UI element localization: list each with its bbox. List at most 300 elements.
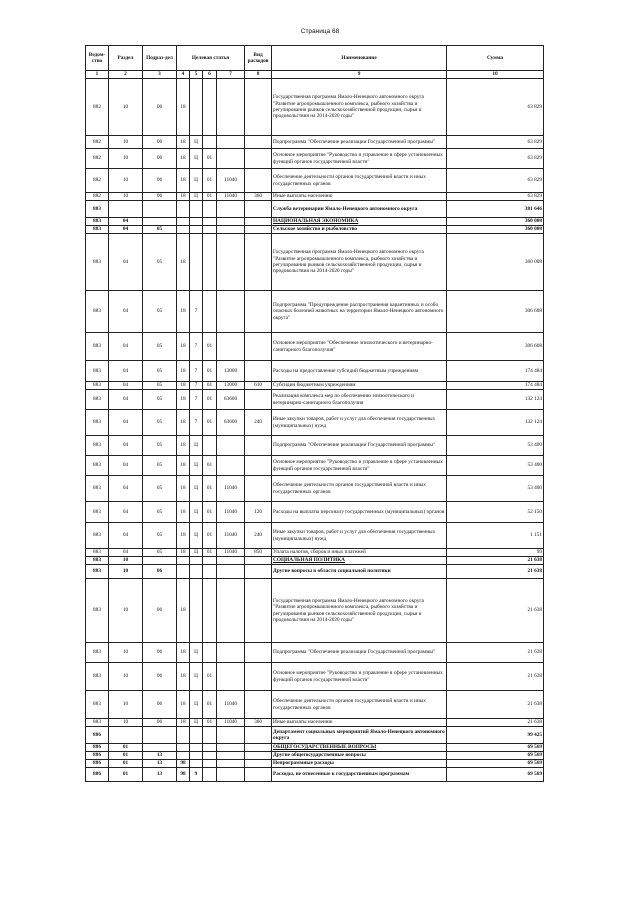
- program-code-cell: 18: [177, 643, 190, 663]
- ved-cell: 883: [86, 456, 109, 476]
- expense-type-cell: [245, 291, 272, 333]
- name-cell: Другие вопросы в области социальной политики: [272, 565, 447, 579]
- event-code-cell: 01: [203, 361, 217, 382]
- sum-cell: 360 008: [447, 226, 544, 234]
- program-code-cell: 18: [177, 410, 190, 436]
- ved-cell: 883: [86, 390, 109, 410]
- event-code-cell: [203, 436, 217, 456]
- table-header-row: [86, 46, 544, 71]
- podrazdel-cell: 05: [143, 333, 177, 361]
- col-number: 5: [190, 71, 203, 79]
- expense-type-cell: [245, 565, 272, 579]
- direction-code-cell: 13000: [217, 382, 245, 390]
- ved-cell: 883: [86, 382, 109, 390]
- subprogram-code-cell: [190, 752, 203, 760]
- event-code-cell: 01: [203, 663, 217, 691]
- name-cell: Уплата налогов, сборов и иных платежей: [272, 549, 447, 557]
- podrazdel-cell: 05: [143, 361, 177, 382]
- razdel-cell: 04: [109, 476, 143, 502]
- event-code-cell: [203, 744, 217, 752]
- sum-cell: 99: [447, 549, 544, 557]
- sum-cell: 63 829: [447, 149, 544, 169]
- podrazdel-cell: 06: [143, 663, 177, 691]
- direction-code-cell: [217, 149, 245, 169]
- name-cell: Подпрограмма "Предупреждение распространения карантинных и особо опасных болезней животных на территории Ямало-Ненецкого автономного округа": [272, 291, 447, 333]
- ved-cell: 883: [86, 234, 109, 291]
- subprogram-code-cell: [190, 234, 203, 291]
- podrazdel-cell: 06: [143, 136, 177, 149]
- name-cell: Обеспечение деятельности органов государственной власти и иных государственных органов: [272, 691, 447, 719]
- expense-type-cell: [245, 226, 272, 234]
- podrazdel-cell: [143, 201, 177, 218]
- column-number-row: [86, 71, 544, 79]
- razdel-cell: 01: [109, 744, 143, 752]
- table-row: [86, 79, 544, 136]
- sum-cell: 53 400: [447, 436, 544, 456]
- event-code-cell: [203, 579, 217, 643]
- podrazdel-cell: 13: [143, 768, 177, 782]
- subprogram-code-cell: [190, 557, 203, 565]
- program-code-cell: 18: [177, 390, 190, 410]
- program-code-cell: 18: [177, 291, 190, 333]
- event-code-cell: 01: [203, 719, 217, 727]
- ved-cell: 883: [86, 523, 109, 549]
- table-row: [86, 382, 544, 390]
- name-cell: Подпрограмма "Обеспечение реализации Государственной программы": [272, 136, 447, 149]
- program-code-cell: 18: [177, 234, 190, 291]
- subprogram-code-cell: [190, 744, 203, 752]
- name-cell: Иные закупки товаров, работ и услуг для обеспечения государственных (муниципальных) нужд: [272, 410, 447, 436]
- podrazdel-cell: 06: [143, 169, 177, 193]
- direction-code-cell: 63600: [217, 410, 245, 436]
- subprogram-code-cell: [190, 579, 203, 643]
- program-code-cell: 18: [177, 456, 190, 476]
- ved-cell: 883: [86, 436, 109, 456]
- expense-type-cell: [245, 218, 272, 226]
- sum-cell: 69 569: [447, 768, 544, 782]
- program-code-cell: 18: [177, 663, 190, 691]
- name-cell: Основное мероприятие "Руководство и управление в сфере установленных функций органов государственной власти": [272, 456, 447, 476]
- subprogram-code-cell: Ц: [190, 476, 203, 502]
- direction-code-cell: 11040: [217, 549, 245, 557]
- expense-type-cell: [245, 691, 272, 719]
- podrazdel-cell: 06: [143, 643, 177, 663]
- direction-code-cell: [217, 226, 245, 234]
- subprogram-code-cell: Ц: [190, 169, 203, 193]
- sum-cell: 21 638: [447, 663, 544, 691]
- podrazdel-cell: 05: [143, 291, 177, 333]
- direction-code-cell: [217, 201, 245, 218]
- expense-type-cell: 360: [245, 193, 272, 201]
- header-summa: Сумма: [447, 46, 544, 71]
- sum-cell: 99 425: [447, 727, 544, 744]
- razdel-cell: 10: [109, 557, 143, 565]
- direction-code-cell: [217, 218, 245, 226]
- expense-type-cell: [245, 149, 272, 169]
- razdel-cell: 10: [109, 169, 143, 193]
- event-code-cell: 01: [203, 691, 217, 719]
- event-code-cell: [203, 136, 217, 149]
- subprogram-code-cell: 7: [190, 382, 203, 390]
- razdel-cell: 04: [109, 410, 143, 436]
- razdel-cell: 10: [109, 136, 143, 149]
- subprogram-code-cell: 7: [190, 390, 203, 410]
- table-row: [86, 727, 544, 744]
- budget-table: [85, 45, 544, 782]
- expense-type-cell: [245, 727, 272, 744]
- razdel-cell: 04: [109, 502, 143, 523]
- direction-code-cell: 13000: [217, 361, 245, 382]
- col-number: 4: [177, 71, 190, 79]
- table-row: [86, 549, 544, 557]
- table-row: [86, 744, 544, 752]
- razdel-cell: 04: [109, 523, 143, 549]
- name-cell: Подпрограмма "Обеспечение реализации Государственной программы": [272, 643, 447, 663]
- expense-type-cell: [245, 579, 272, 643]
- razdel-cell: 10: [109, 565, 143, 579]
- program-code-cell: 18: [177, 193, 190, 201]
- name-cell: Государственная программа Ямало-Ненецкого автономного округа "Развитие агропромышленного комплекса, рыбного хозяйства и регулирования рынков сельскохозяйственной продукции, сырья и продовольствия на 2014-2020 годы": [272, 579, 447, 643]
- expense-type-cell: 610: [245, 382, 272, 390]
- expense-type-cell: [245, 752, 272, 760]
- event-code-cell: 01: [203, 169, 217, 193]
- header-celevaya-statya: Целевая статья: [177, 46, 245, 71]
- name-cell: Субсидии бюджетным учреждениям: [272, 382, 447, 390]
- ved-cell: 882: [86, 169, 109, 193]
- name-cell: Расходы на предоставление субсидий бюджетным учреждениям: [272, 361, 447, 382]
- event-code-cell: 01: [203, 502, 217, 523]
- subprogram-code-cell: Ц: [190, 456, 203, 476]
- direction-code-cell: 11040: [217, 691, 245, 719]
- podrazdel-cell: [143, 218, 177, 226]
- direction-code-cell: 11040: [217, 523, 245, 549]
- subprogram-code-cell: Ц: [190, 549, 203, 557]
- subprogram-code-cell: 7: [190, 291, 203, 333]
- table-row: [86, 234, 544, 291]
- ved-cell: 883: [86, 502, 109, 523]
- col-number: 2: [109, 71, 143, 79]
- expense-type-cell: [245, 390, 272, 410]
- col-number: 9: [272, 71, 447, 79]
- podrazdel-cell: 05: [143, 502, 177, 523]
- subprogram-code-cell: [190, 226, 203, 234]
- col-number: 3: [143, 71, 177, 79]
- event-code-cell: [203, 727, 217, 744]
- sum-cell: 53 400: [447, 476, 544, 502]
- sum-cell: 174 484: [447, 382, 544, 390]
- table-row: [86, 436, 544, 456]
- table-row: [86, 201, 544, 218]
- name-cell: Сельское хозяйство и рыболовство: [272, 226, 447, 234]
- page-number: Страница 68: [300, 28, 340, 35]
- table-row: [86, 752, 544, 760]
- subprogram-code-cell: Ц: [190, 719, 203, 727]
- direction-code-cell: [217, 760, 245, 768]
- direction-code-cell: [217, 643, 245, 663]
- expense-type-cell: [245, 557, 272, 565]
- name-cell: Расходы, не отнесенные к государственным программам: [272, 768, 447, 782]
- razdel-cell: 04: [109, 456, 143, 476]
- table-row: [86, 557, 544, 565]
- expense-type-cell: 240: [245, 523, 272, 549]
- table-row: [86, 456, 544, 476]
- podrazdel-cell: 05: [143, 456, 177, 476]
- direction-code-cell: [217, 752, 245, 760]
- table-row: [86, 291, 544, 333]
- header-naimenovanie: Наименование: [272, 46, 447, 71]
- sum-cell: 63 829: [447, 169, 544, 193]
- direction-code-cell: [217, 456, 245, 476]
- program-code-cell: 98: [177, 768, 190, 782]
- program-code-cell: 18: [177, 149, 190, 169]
- podrazdel-cell: 06: [143, 719, 177, 727]
- ved-cell: 883: [86, 549, 109, 557]
- expense-type-cell: 240: [245, 410, 272, 436]
- expense-type-cell: [245, 169, 272, 193]
- event-code-cell: 01: [203, 410, 217, 436]
- expense-type-cell: 850: [245, 549, 272, 557]
- name-cell: Иные выплаты населению: [272, 719, 447, 727]
- podrazdel-cell: [143, 557, 177, 565]
- program-code-cell: 18: [177, 382, 190, 390]
- header-ved: Ведом-ство: [86, 46, 109, 71]
- sum-cell: 174 484: [447, 361, 544, 382]
- sum-cell: 21 638: [447, 719, 544, 727]
- sum-cell: 381 646: [447, 201, 544, 218]
- direction-code-cell: 11040: [217, 193, 245, 201]
- expense-type-cell: [245, 136, 272, 149]
- direction-code-cell: 11040: [217, 719, 245, 727]
- razdel-cell: 04: [109, 234, 143, 291]
- table-row: [86, 579, 544, 643]
- event-code-cell: 01: [203, 456, 217, 476]
- podrazdel-cell: 06: [143, 193, 177, 201]
- table-row: [86, 663, 544, 691]
- subprogram-code-cell: Ц: [190, 663, 203, 691]
- program-code-cell: 18: [177, 79, 190, 136]
- sum-cell: 63 829: [447, 193, 544, 201]
- expense-type-cell: [245, 79, 272, 136]
- header-razdel: Раздел: [109, 46, 143, 71]
- razdel-cell: 04: [109, 218, 143, 226]
- col-number: 7: [217, 71, 245, 79]
- program-code-cell: [177, 218, 190, 226]
- subprogram-code-cell: Ц: [190, 691, 203, 719]
- podrazdel-cell: 05: [143, 234, 177, 291]
- program-code-cell: 18: [177, 719, 190, 727]
- sum-cell: 63 829: [447, 79, 544, 136]
- name-cell: Расходы на выплаты персоналу государственных (муниципальных) органов: [272, 502, 447, 523]
- direction-code-cell: [217, 333, 245, 361]
- ved-cell: 883: [86, 565, 109, 579]
- expense-type-cell: [245, 361, 272, 382]
- subprogram-code-cell: [190, 79, 203, 136]
- event-code-cell: 01: [203, 382, 217, 390]
- direction-code-cell: 63600: [217, 390, 245, 410]
- subprogram-code-cell: [190, 727, 203, 744]
- podrazdel-cell: 05: [143, 226, 177, 234]
- name-cell: Основное мероприятие "Руководство и управление в сфере установленных функций органов государственной власти": [272, 663, 447, 691]
- program-code-cell: 18: [177, 333, 190, 361]
- event-code-cell: 01: [203, 333, 217, 361]
- direction-code-cell: [217, 663, 245, 691]
- program-code-cell: 18: [177, 436, 190, 456]
- podrazdel-cell: 05: [143, 436, 177, 456]
- podrazdel-cell: 05: [143, 410, 177, 436]
- event-code-cell: 01: [203, 549, 217, 557]
- event-code-cell: [203, 291, 217, 333]
- program-code-cell: 18: [177, 476, 190, 502]
- table-row: [86, 149, 544, 169]
- table-row: [86, 136, 544, 149]
- direction-code-cell: [217, 79, 245, 136]
- program-code-cell: 18: [177, 136, 190, 149]
- event-code-cell: [203, 752, 217, 760]
- sum-cell: 21 638: [447, 557, 544, 565]
- podrazdel-cell: 06: [143, 79, 177, 136]
- event-code-cell: [203, 760, 217, 768]
- expense-type-cell: [245, 333, 272, 361]
- podrazdel-cell: 05: [143, 390, 177, 410]
- podrazdel-cell: 05: [143, 549, 177, 557]
- program-code-cell: 18: [177, 361, 190, 382]
- table-row: [86, 169, 544, 193]
- razdel-cell: 10: [109, 79, 143, 136]
- event-code-cell: 01: [203, 149, 217, 169]
- expense-type-cell: [245, 201, 272, 218]
- program-code-cell: [177, 201, 190, 218]
- razdel-cell: 10: [109, 691, 143, 719]
- direction-code-cell: [217, 291, 245, 333]
- name-cell: ОБЩЕГОСУДАРСТВЕННЫЕ ВОПРОСЫ: [272, 744, 447, 752]
- razdel-cell: 04: [109, 361, 143, 382]
- expense-type-cell: [245, 643, 272, 663]
- name-cell: Департамент социальных мероприятий Ямало-Ненецкого автономного округа: [272, 727, 447, 744]
- podrazdel-cell: 05: [143, 476, 177, 502]
- ved-cell: 886: [86, 760, 109, 768]
- name-cell: СОЦИАЛЬНАЯ ПОЛИТИКА: [272, 557, 447, 565]
- program-code-cell: 98: [177, 760, 190, 768]
- direction-code-cell: [217, 579, 245, 643]
- table-row: [86, 502, 544, 523]
- col-number: 1: [86, 71, 109, 79]
- event-code-cell: 01: [203, 523, 217, 549]
- ved-cell: 886: [86, 744, 109, 752]
- event-code-cell: [203, 218, 217, 226]
- expense-type-cell: 360: [245, 719, 272, 727]
- subprogram-code-cell: Ц: [190, 436, 203, 456]
- direction-code-cell: [217, 136, 245, 149]
- name-cell: Государственная программа Ямало-Ненецкого автономного округа "Развитие агропромышленного комплекса, рыбного хозяйства и регулирования рынков сельскохозяйственной продукции, сырья и продовольствия на 2014-2020 годы": [272, 79, 447, 136]
- subprogram-code-cell: Ц: [190, 643, 203, 663]
- sum-cell: 306 608: [447, 291, 544, 333]
- expense-type-cell: [245, 663, 272, 691]
- expense-type-cell: [245, 456, 272, 476]
- sum-cell: 360 008: [447, 234, 544, 291]
- direction-code-cell: [217, 565, 245, 579]
- program-code-cell: [177, 226, 190, 234]
- sum-cell: 21 638: [447, 565, 544, 579]
- razdel-cell: 10: [109, 643, 143, 663]
- name-cell: Иные выплаты населению: [272, 193, 447, 201]
- table-row: [86, 226, 544, 234]
- razdel-cell: 10: [109, 579, 143, 643]
- razdel-cell: [109, 727, 143, 744]
- event-code-cell: [203, 768, 217, 782]
- table-row: [86, 719, 544, 727]
- subprogram-code-cell: Ц: [190, 523, 203, 549]
- subprogram-code-cell: 7: [190, 410, 203, 436]
- razdel-cell: 04: [109, 390, 143, 410]
- ved-cell: 882: [86, 193, 109, 201]
- razdel-cell: 04: [109, 333, 143, 361]
- ved-cell: 883: [86, 218, 109, 226]
- program-code-cell: 18: [177, 691, 190, 719]
- ved-cell: 883: [86, 291, 109, 333]
- event-code-cell: [203, 557, 217, 565]
- program-code-cell: [177, 752, 190, 760]
- direction-code-cell: 11040: [217, 476, 245, 502]
- expense-type-cell: [245, 436, 272, 456]
- program-code-cell: 18: [177, 502, 190, 523]
- podrazdel-cell: 05: [143, 523, 177, 549]
- sum-cell: 132 124: [447, 390, 544, 410]
- program-code-cell: 18: [177, 169, 190, 193]
- sum-cell: 21 638: [447, 643, 544, 663]
- sum-cell: 21 638: [447, 691, 544, 719]
- ved-cell: 883: [86, 557, 109, 565]
- razdel-cell: 10: [109, 719, 143, 727]
- razdel-cell: 10: [109, 193, 143, 201]
- ved-cell: 883: [86, 410, 109, 436]
- table-row: [86, 410, 544, 436]
- program-code-cell: [177, 727, 190, 744]
- table-row: [86, 760, 544, 768]
- program-code-cell: 18: [177, 549, 190, 557]
- sum-cell: 132 124: [447, 410, 544, 436]
- col-number: 6: [203, 71, 217, 79]
- ved-cell: 882: [86, 79, 109, 136]
- podrazdel-cell: [143, 744, 177, 752]
- table-row: [86, 691, 544, 719]
- direction-code-cell: [217, 744, 245, 752]
- table-row: [86, 523, 544, 549]
- podrazdel-cell: 06: [143, 691, 177, 719]
- table-row: [86, 476, 544, 502]
- podrazdel-cell: 05: [143, 382, 177, 390]
- ved-cell: 883: [86, 691, 109, 719]
- sum-cell: 53 400: [447, 456, 544, 476]
- table-row: [86, 361, 544, 382]
- sum-cell: 63 829: [447, 136, 544, 149]
- header-vid-rashodov: Вид расходов: [245, 46, 272, 71]
- razdel-cell: 10: [109, 663, 143, 691]
- direction-code-cell: [217, 436, 245, 456]
- name-cell: Подпрограмма "Обеспечение реализации Государственной программы": [272, 436, 447, 456]
- ved-cell: 882: [86, 136, 109, 149]
- header-podrazdel: Подраз-дел: [143, 46, 177, 71]
- razdel-cell: 01: [109, 768, 143, 782]
- subprogram-code-cell: 9: [190, 768, 203, 782]
- direction-code-cell: [217, 727, 245, 744]
- program-code-cell: [177, 565, 190, 579]
- program-code-cell: 18: [177, 523, 190, 549]
- expense-type-cell: [245, 760, 272, 768]
- ved-cell: 882: [86, 149, 109, 169]
- subprogram-code-cell: [190, 565, 203, 579]
- sum-cell: 52 150: [447, 502, 544, 523]
- ved-cell: 883: [86, 579, 109, 643]
